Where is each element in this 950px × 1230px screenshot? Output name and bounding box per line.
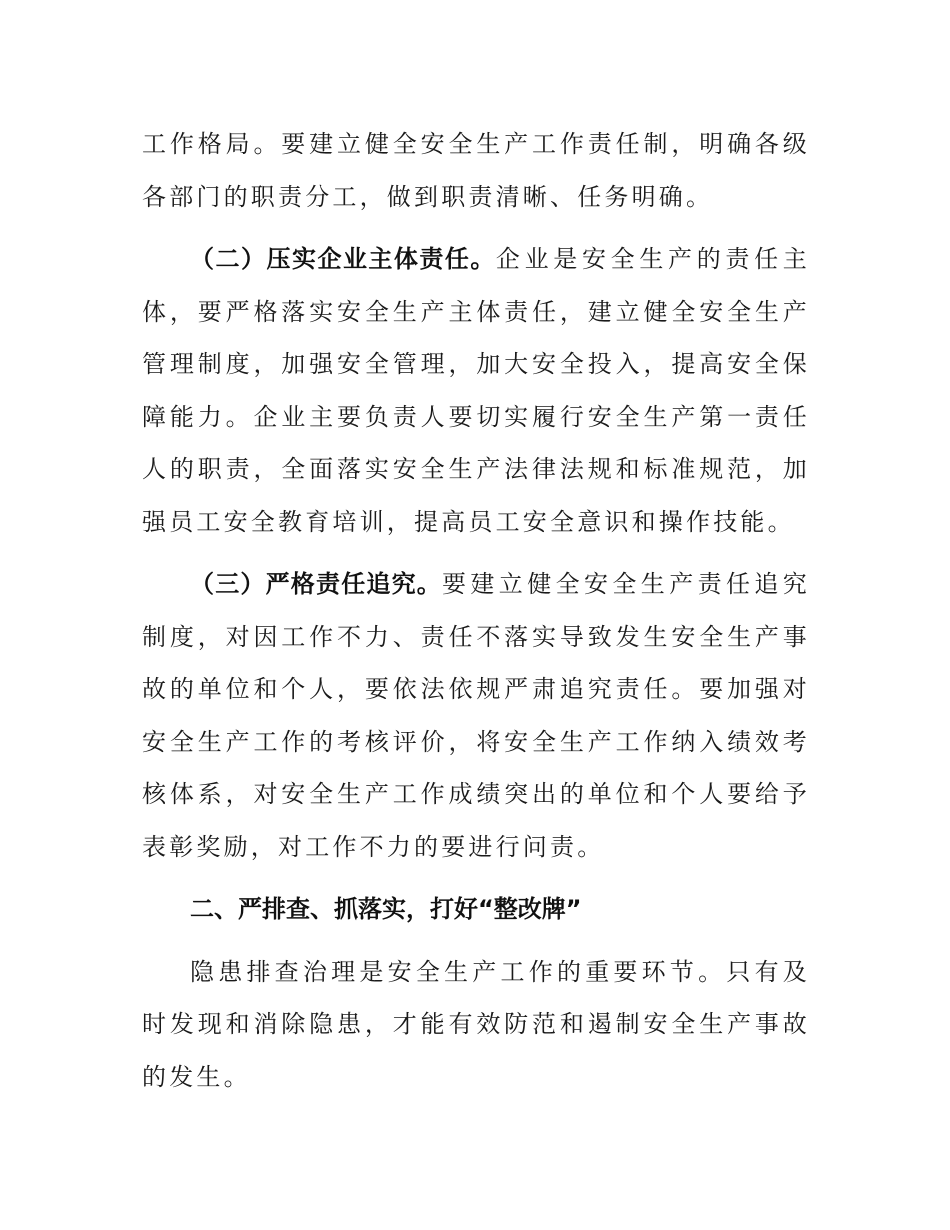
paragraph-hazard-intro: 隐患排查治理是安全生产工作的重要环节。只有及时发现和消除隐患，才能有效防范和遏制安全生产事故的发生。 bbox=[142, 957, 810, 1091]
paragraph-section-2 bbox=[142, 233, 810, 548]
paragraph-gap bbox=[142, 936, 810, 946]
paragraph-continuation: 工作格局。要建立健全安全生产工作责任制，明确各级各部门的职责分工，做到职责清晰、任务明确。 bbox=[142, 130, 810, 211]
paragraph-gap bbox=[142, 548, 810, 558]
section-2-title: （二）压实企业主体责任。 bbox=[190, 245, 496, 273]
paragraph-gap bbox=[142, 223, 810, 233]
section-3-title: （三）严格责任追究。 bbox=[190, 570, 442, 598]
chapter-heading: 二、严排查、抓落实，打好“整改牌” bbox=[190, 895, 582, 923]
section-3-body: 要建立健全安全生产责任追究制度，对因工作不力、责任不落实导致发生安全生产事故的单位和个人，要依法依规严肃追究责任。要加强对安全生产工作的考核评价，将安全生产工作纳入绩效考核体系，对安全生产工作成绩突出的单位和个人要给予表彰奖励，对工作不力的要进行问责。 bbox=[142, 570, 810, 861]
document-page bbox=[142, 118, 810, 1103]
section-2-body: 企业是安全生产的责任主体，要严格落实安全生产主体责任，建立健全安全生产管理制度，加强安全管理，加大安全投入，提高安全保障能力。企业主要负责人要切实履行安全生产第一责任人的职责，全面落实安全生产法律法规和标准规范，加强员工安全教育培训，提高员工安全意识和操作技能。 bbox=[142, 245, 810, 536]
paragraph-gap bbox=[142, 873, 810, 883]
paragraph-section-3 bbox=[142, 558, 810, 873]
